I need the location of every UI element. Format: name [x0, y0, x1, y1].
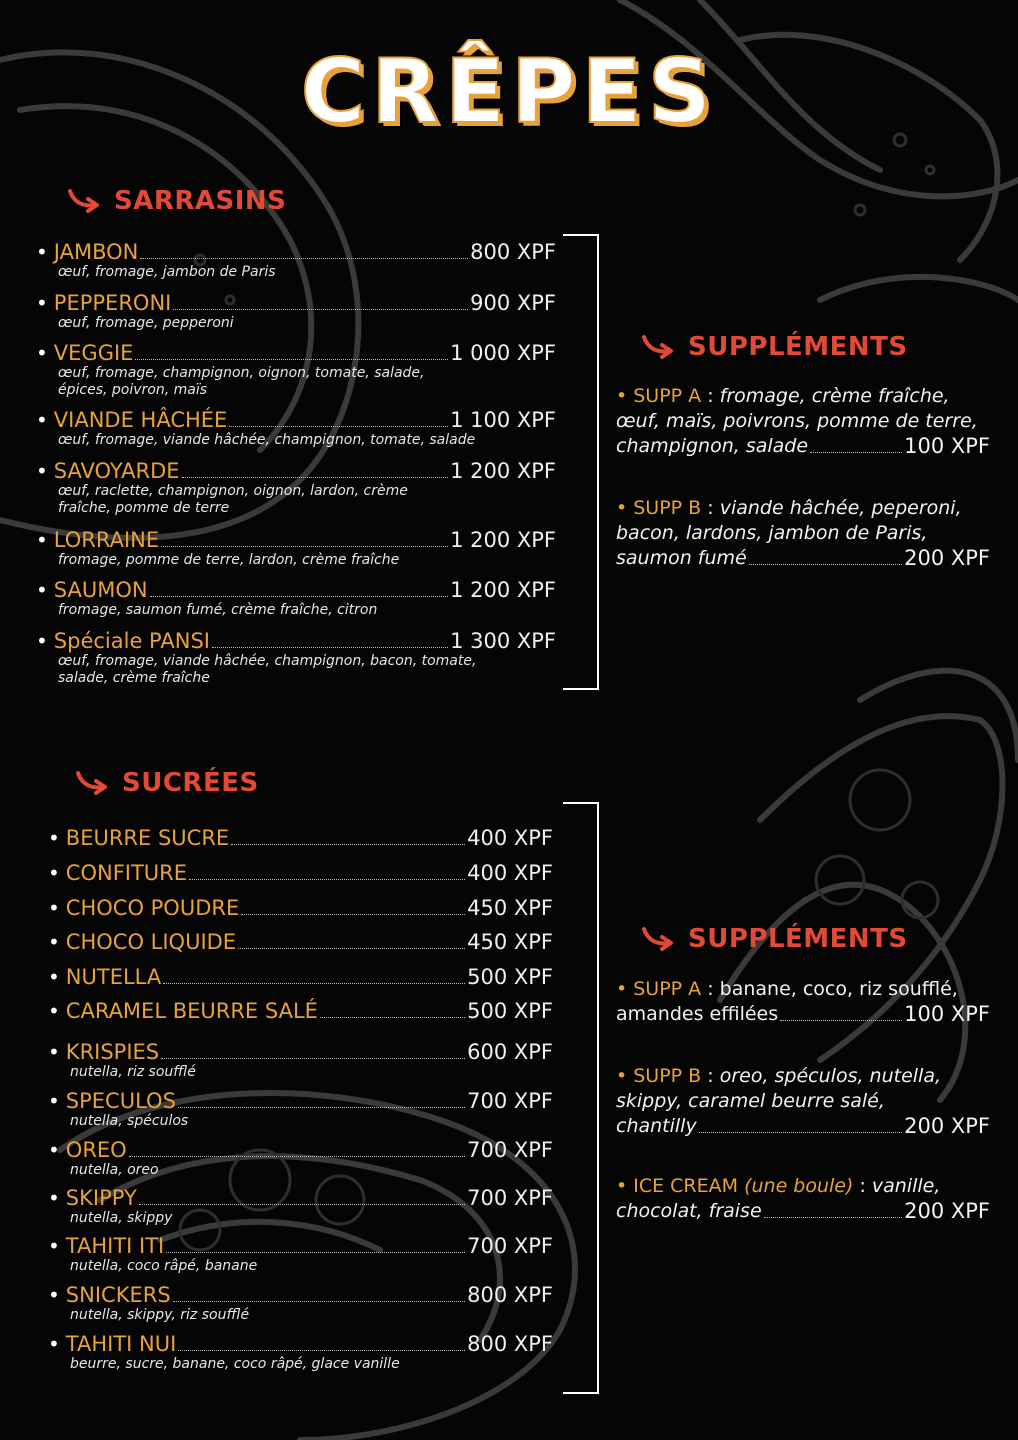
item-name: VIANDE HÂCHÉE	[53, 408, 228, 432]
item-price: 600 XPF	[467, 1040, 553, 1064]
item-price: 700 XPF	[467, 1138, 553, 1162]
item-price: 1 300 XPF	[450, 629, 556, 653]
supplement-text-end: chocolat, fraise	[616, 1200, 762, 1222]
item-description: œuf, fromage, viande hâchée, champignon, tomate, salade	[58, 432, 476, 448]
supplement-text-end: chantilly	[616, 1115, 697, 1137]
menu-item: • TAHITI NUI 800 XPF beurre, sucre, banane, coco râpé, glace vanille	[48, 1332, 553, 1372]
item-name: CHOCO LIQUIDE	[65, 930, 237, 954]
menu-item: • KRISPIES 600 XPF nutella, riz soufflé	[48, 1040, 553, 1080]
item-name: VEGGIE	[53, 341, 134, 365]
section-heading-supplements-sarrasins	[640, 332, 908, 362]
item-name: NUTELLA	[65, 965, 162, 989]
item-name: SAUMON	[53, 578, 148, 602]
supplement-price: 100 XPF	[904, 434, 990, 458]
item-price: 400 XPF	[467, 826, 553, 850]
item-price: 700 XPF	[467, 1186, 553, 1210]
item-description: œuf, fromage, champignon, oignon, tomate, salade, épices, poivron, maïs	[58, 365, 425, 398]
section-heading-label: SARRASINS	[114, 186, 287, 216]
menu-item: • LORRAINE 1 200 XPF fromage, pomme de terre, lardon, crème fraîche	[36, 528, 556, 568]
menu-item: • CHOCO LIQUIDE 450 XPF	[48, 930, 553, 954]
menu-item: • BEURRE SUCRE 400 XPF	[48, 826, 553, 850]
item-description: nutella, riz soufflé	[70, 1064, 196, 1080]
menu-item: • NUTELLA 500 XPF	[48, 965, 553, 989]
item-name: SAVOYARDE	[53, 459, 180, 483]
bracket-sucrees	[563, 802, 599, 1394]
arrow-icon	[74, 769, 112, 797]
item-description: nutella, skippy, riz soufflé	[70, 1307, 250, 1323]
supplement-price: 100 XPF	[904, 1002, 990, 1026]
menu-item: • CARAMEL BEURRE SALÉ 500 XPF	[48, 999, 553, 1023]
supplement-label: SUPP A	[633, 385, 702, 407]
item-description: fromage, saumon fumé, crème fraîche, citron	[58, 602, 378, 618]
section-heading-label: SUCRÉES	[122, 768, 259, 798]
item-price: 900 XPF	[470, 291, 556, 315]
supplement-label: SUPP B	[633, 1065, 702, 1087]
item-description: nutella, coco râpé, banane	[70, 1258, 258, 1274]
item-price: 1 200 XPF	[450, 528, 556, 552]
item-name: CONFITURE	[65, 861, 188, 885]
item-description: œuf, fromage, viande hâchée, champignon, bacon, tomate, salade, crème fraîche	[58, 653, 477, 686]
supplement-supp-a-sucrees: • SUPP A : banane, coco, riz soufflé, amandes effilées 100 XPF	[616, 978, 990, 1026]
arrow-icon	[66, 187, 104, 215]
page-title: CRÊPES	[300, 40, 718, 143]
menu-item: • SNICKERS 800 XPF nutella, skippy, riz soufflé	[48, 1283, 553, 1323]
supplement-text: viande hâchée, peperoni, bacon, lardons, jambon de Paris,	[616, 497, 962, 544]
supplement-text-end: champignon, salade	[616, 435, 809, 457]
supplement-label: SUPP B	[633, 497, 702, 519]
menu-item: • VIANDE HÂCHÉE 1 100 XPF œuf, fromage, viande hâchée, champignon, tomate, salade	[36, 408, 556, 448]
item-description: nutella, skippy	[70, 1210, 173, 1226]
menu-item: • TAHITI ITI 700 XPF nutella, coco râpé, banane	[48, 1234, 553, 1274]
item-price: 700 XPF	[467, 1234, 553, 1258]
supplement-label: ICE CREAM	[633, 1175, 739, 1197]
item-description: nutella, spéculos	[70, 1113, 189, 1129]
item-price: 450 XPF	[467, 896, 553, 920]
item-description: œuf, raclette, champignon, oignon, lardon, crème fraîche, pomme de terre	[58, 483, 408, 516]
menu-item: • VEGGIE 1 000 XPF œuf, fromage, champignon, oignon, tomate, salade, épices, poivron, maïs	[36, 341, 556, 398]
supplement-price: 200 XPF	[904, 546, 990, 570]
item-description: nutella, oreo	[70, 1162, 159, 1178]
menu-item: • CHOCO POUDRE 450 XPF	[48, 896, 553, 920]
supplement-text: oreo, spéculos, nutella, skippy, caramel beurre salé,	[616, 1065, 942, 1112]
supplement-supp-a-sarrasins: • SUPP A : fromage, crème fraîche, œuf, maïs, poivrons, pomme de terre, champignon, salade 100 XPF	[616, 385, 990, 458]
item-name: PEPPERONI	[53, 291, 172, 315]
item-price: 1 200 XPF	[450, 578, 556, 602]
item-name: BEURRE SUCRE	[65, 826, 230, 850]
menu-item: • Spéciale PANSI 1 300 XPF œuf, fromage, viande hâchée, champignon, bacon, tomate, salade, crème fraîche	[36, 629, 556, 686]
item-price: 1 100 XPF	[450, 408, 556, 432]
supplement-text: vanille,	[871, 1175, 941, 1197]
item-description: beurre, sucre, banane, coco râpé, glace vanille	[70, 1356, 400, 1372]
supplement-price: 200 XPF	[904, 1199, 990, 1223]
section-heading-supplements-sucrees	[640, 924, 908, 954]
supplement-label: SUPP A	[633, 978, 702, 1000]
arrow-icon	[640, 925, 678, 953]
item-description: œuf, fromage, jambon de Paris	[58, 264, 276, 280]
item-price: 450 XPF	[467, 930, 553, 954]
menu-item: • OREO 700 XPF nutella, oreo	[48, 1138, 553, 1178]
supplement-text-end: amandes effilées	[616, 1003, 779, 1025]
supplement-text-end: saumon fumé	[616, 547, 747, 569]
supplement-supp-b-sarrasins: • SUPP B : viande hâchée, peperoni, bacon, lardons, jambon de Paris, saumon fumé 200 XPF	[616, 497, 990, 570]
item-name: OREO	[65, 1138, 127, 1162]
item-price: 800 XPF	[467, 1283, 553, 1307]
item-price: 400 XPF	[467, 861, 553, 885]
item-price: 1 000 XPF	[450, 341, 556, 365]
item-name: TAHITI NUI	[65, 1332, 177, 1356]
supplement-ice-cream: • ICE CREAM (une boule) : vanille, chocolat, fraise 200 XPF	[616, 1175, 990, 1223]
item-name: TAHITI ITI	[65, 1234, 165, 1258]
supplement-price: 200 XPF	[904, 1114, 990, 1138]
item-name: CHOCO POUDRE	[65, 896, 240, 920]
item-price: 1 200 XPF	[450, 459, 556, 483]
section-heading-label: SUPPLÉMENTS	[688, 332, 908, 362]
item-price: 800 XPF	[467, 1332, 553, 1356]
menu-item: • SAVOYARDE 1 200 XPF œuf, raclette, champignon, oignon, lardon, crème fraîche, pomme de terre	[36, 459, 556, 516]
item-name: Spéciale PANSI	[53, 629, 210, 653]
item-description: œuf, fromage, pepperoni	[58, 315, 234, 331]
item-name: JAMBON	[53, 240, 139, 264]
item-name: SNICKERS	[65, 1283, 171, 1307]
item-name: CARAMEL BEURRE SALÉ	[65, 999, 318, 1023]
section-heading-label: SUPPLÉMENTS	[688, 924, 908, 954]
menu-item: • SAUMON 1 200 XPF fromage, saumon fumé, crème fraîche, citron	[36, 578, 556, 618]
menu-item: • PEPPERONI 900 XPF œuf, fromage, pepperoni	[36, 291, 556, 331]
item-name: KRISPIES	[65, 1040, 160, 1064]
item-price: 700 XPF	[467, 1089, 553, 1113]
bracket-sarrasins	[563, 234, 599, 690]
menu-item: • JAMBON 800 XPF œuf, fromage, jambon de Paris	[36, 240, 556, 280]
item-price: 500 XPF	[467, 965, 553, 989]
supplement-supp-b-sucrees: • SUPP B : oreo, spéculos, nutella, skippy, caramel beurre salé, chantilly 200 XPF	[616, 1065, 990, 1138]
supplement-text: banane, coco, riz soufflé,	[719, 978, 958, 1000]
item-name: LORRAINE	[53, 528, 160, 552]
section-heading-sucrees	[74, 768, 259, 798]
item-name: SKIPPY	[65, 1186, 137, 1210]
item-name: SPECULOS	[65, 1089, 176, 1113]
section-heading-sarrasins	[66, 186, 286, 216]
arrow-icon	[640, 333, 678, 361]
menu-item: • SPECULOS 700 XPF nutella, spéculos	[48, 1089, 553, 1129]
supplement-label-note: (une boule)	[744, 1175, 854, 1197]
item-price: 500 XPF	[467, 999, 553, 1023]
item-price: 800 XPF	[470, 240, 556, 264]
menu-item: • SKIPPY 700 XPF nutella, skippy	[48, 1186, 553, 1226]
item-description: fromage, pomme de terre, lardon, crème fraîche	[58, 552, 400, 568]
menu-item: • CONFITURE 400 XPF	[48, 861, 553, 885]
supplement-text: fromage, crème fraîche, œuf, maïs, poivrons, pomme de terre,	[616, 385, 978, 432]
